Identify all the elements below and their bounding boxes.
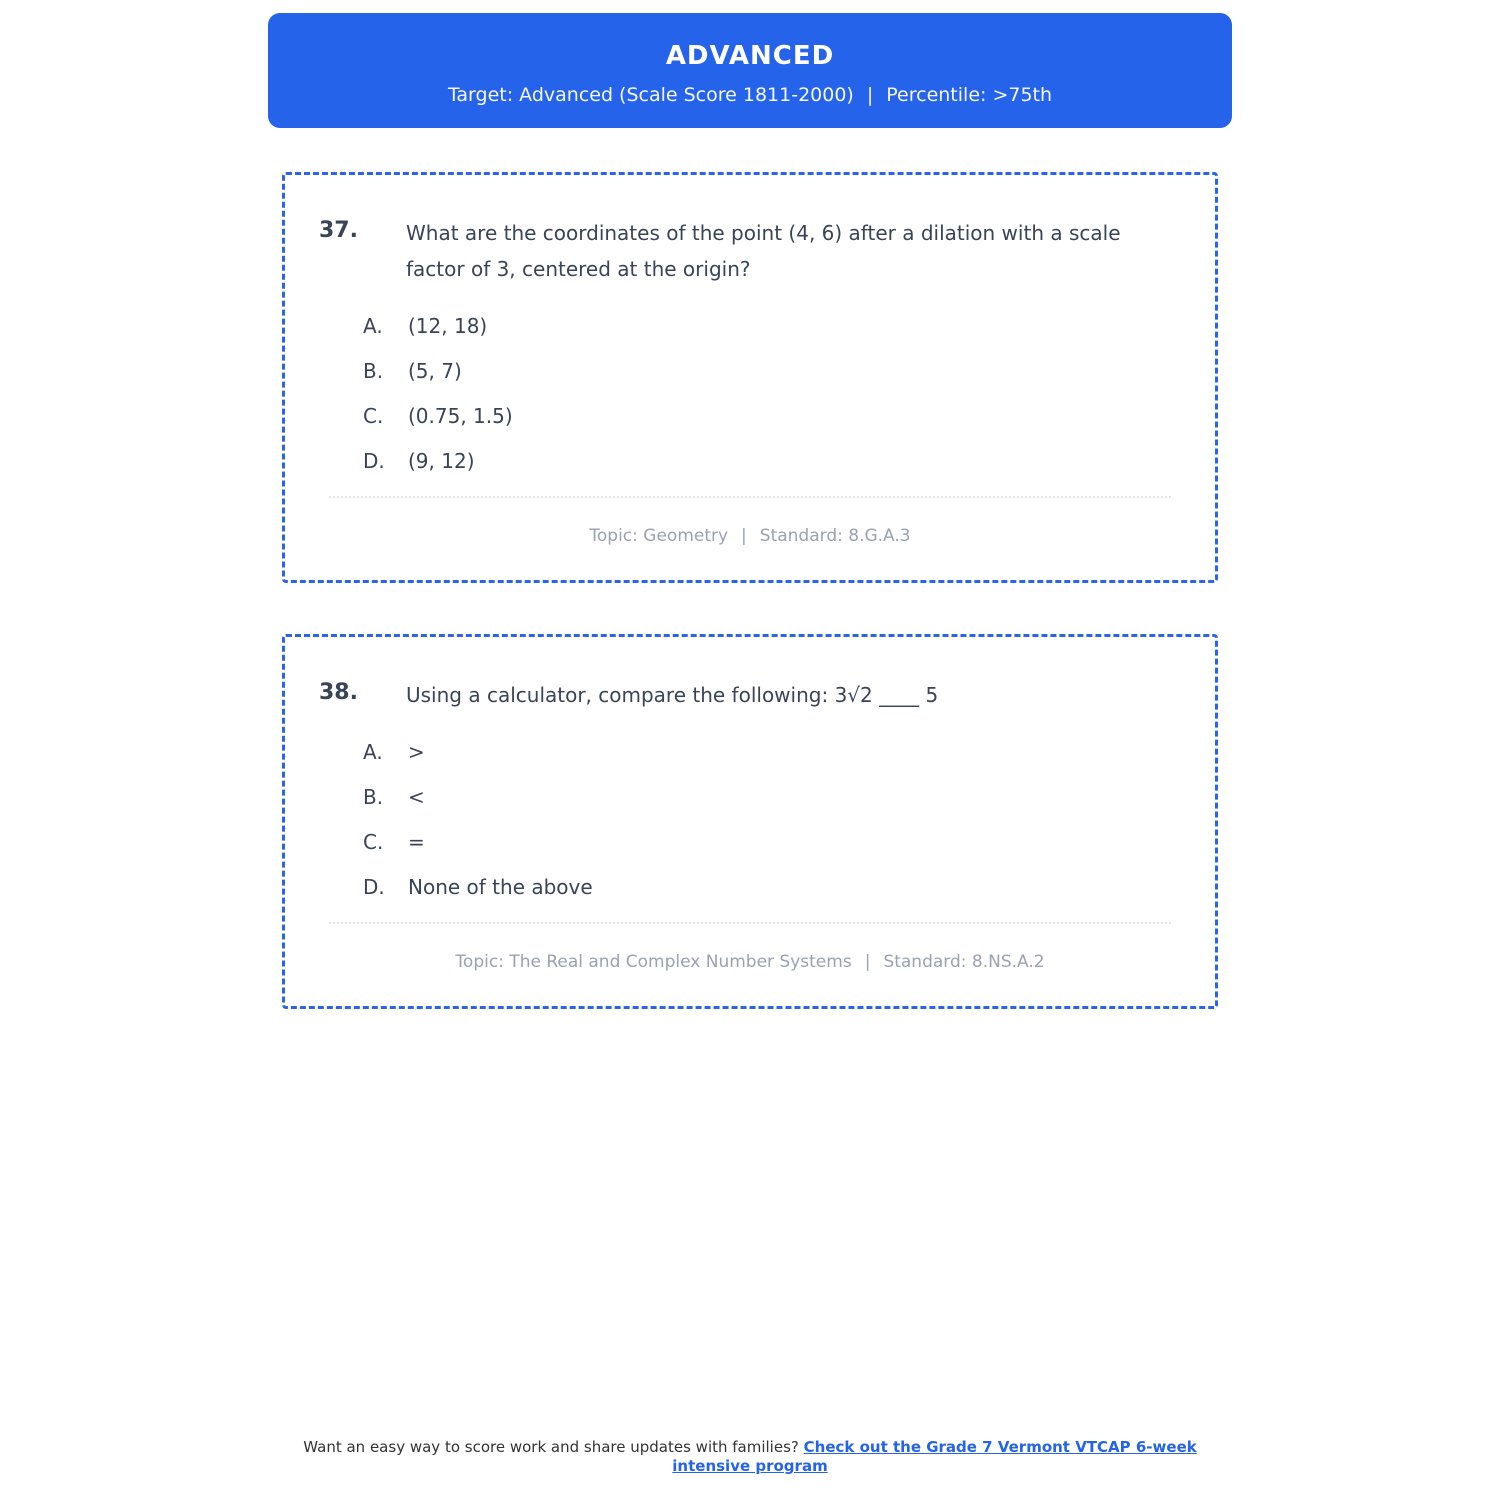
option-letter: D. [363, 449, 385, 473]
topic-label: Topic: Geometry [589, 526, 729, 546]
option-text: (9, 12) [408, 449, 475, 473]
topic-label: Topic: The Real and Complex Number Systems [455, 952, 852, 972]
promo-footer-text [285, 1438, 1215, 1476]
promo-footer [0, 1438, 1500, 1476]
meta-divider [329, 922, 1171, 924]
option-text: (0.75, 1.5) [408, 404, 513, 428]
meta-separator: | [741, 526, 747, 546]
option-letter: A. [363, 314, 383, 338]
option-d [319, 448, 1181, 474]
option-c [319, 829, 1181, 855]
percentile-label: Percentile: >75th [886, 84, 1053, 106]
promo-link[interactable]: Check out the Grade 7 Vermont VTCAP 6-week intensive program [672, 1438, 1197, 1475]
question-row [319, 677, 1181, 713]
level-subtitle [268, 84, 1232, 106]
meta-separator: | [864, 952, 871, 972]
option-letter: B. [363, 359, 384, 383]
option-d [319, 874, 1181, 900]
promo-prefix: Want an easy way to score work and share updates with families? [303, 1438, 804, 1456]
option-text: < [408, 785, 425, 809]
target-label: Target: Advanced (Scale Score 1811-2000) [447, 84, 854, 106]
options-list [319, 739, 1181, 900]
question-number: 37. [319, 218, 358, 243]
option-b [319, 358, 1181, 384]
question-text: What are the coordinates of the point (4, 6) after a dilation with a scale factor of 3, centered at the origin? [406, 221, 1121, 281]
question-text: Using a calculator, compare the following: 3√2 ____ 5 [406, 683, 939, 707]
option-text: = [408, 830, 425, 854]
page-container [268, 0, 1232, 1009]
option-a [319, 313, 1181, 339]
standard-label: Standard: 8.NS.A.2 [883, 952, 1045, 972]
option-text: > [408, 740, 425, 764]
option-c [319, 403, 1181, 429]
option-letter: B. [363, 785, 384, 809]
option-letter: C. [363, 830, 384, 854]
question-card-38 [282, 634, 1218, 1009]
meta-divider [329, 496, 1171, 498]
question-card-37 [282, 172, 1218, 583]
option-a [319, 739, 1181, 765]
option-letter: C. [363, 404, 384, 428]
question-meta [319, 526, 1181, 552]
subtitle-separator: | [866, 84, 874, 106]
option-letter: A. [363, 740, 383, 764]
option-text: None of the above [408, 875, 593, 899]
option-text: (12, 18) [408, 314, 488, 338]
options-list [319, 313, 1181, 474]
question-number: 38. [319, 680, 358, 705]
question-row [319, 215, 1181, 287]
level-title: ADVANCED [665, 41, 835, 71]
option-b [319, 784, 1181, 810]
standard-label: Standard: 8.G.A.3 [759, 526, 911, 546]
option-letter: D. [363, 875, 385, 899]
level-banner [268, 13, 1232, 128]
option-text: (5, 7) [408, 359, 462, 383]
question-meta [319, 952, 1181, 978]
